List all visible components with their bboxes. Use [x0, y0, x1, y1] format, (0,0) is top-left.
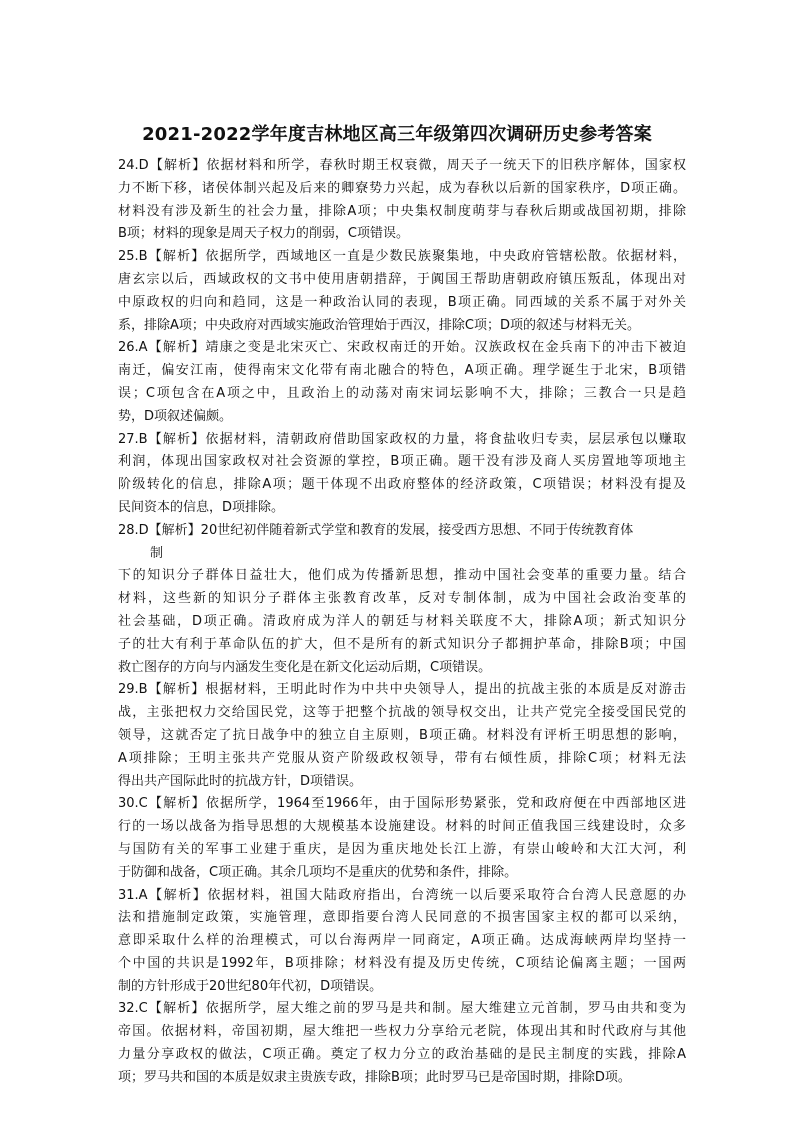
answer-line: 与国防有关的军事工业建于重庆，是因为重庆地处长江上游，有崇山峻岭和大江大河，利	[118, 841, 686, 857]
answer-line: A项排除；王明主张共产党服从资产阶级政权领导，带有右倾性质，排除C项；材料无法	[118, 750, 686, 766]
answer-line: 救亡图存的方向与内涵发生变化是在新文化运动后期，C项错误。	[118, 659, 492, 675]
answer-line: 下的知识分子群体日益壮大，他们成为传播新思想，推动中国社会变革的重要力量。结合	[118, 568, 686, 584]
answer-line: 24.D【解析】依据材料和所学，春秋时期王权衰微，周天子一统天下的旧秩序解体，国家权	[118, 158, 686, 173]
answer-line: B项；材料的现象是周天子权力的削弱，C项错误。	[118, 226, 409, 242]
answer-line: 阶级转化的信息，排除A项；题干体现不出政府整体的经济政策，C项错误；材料没有提及	[118, 477, 686, 493]
answer-line: 得出共产国际此时的抗战方针，D项错误。	[118, 773, 363, 789]
answer-line: 材料，这些新的知识分子群体主张教育改革，反对专制体制，成为中国社会政治变革的	[118, 591, 686, 607]
answer-line: 29.B【解析】根据材料，王明此时作为中共中央领导人，提出的抗战主张的本质是反对游击	[118, 682, 686, 698]
answer-paragraph	[118, 998, 686, 1089]
answer-line: 意即采取什么样的治理模式，可以台海两岸一同商定，A项正确。达成海峡两岸均坚持一	[118, 933, 686, 949]
answer-paragraph	[118, 429, 686, 520]
answer-line: 26.A【解析】靖康之变是北宋灭亡、宋政权南迁的开始。汉族政权在金兵南下的冲击下被迫	[118, 340, 686, 356]
answer-line: 社会基础，D项正确。清政府成为洋人的朝廷与材料关联度不大，排除A项；新式知识分	[118, 613, 686, 629]
answer-line: 南迁，偏安江南，使得南宋文化带有南北融合的特色，A项正确。理学诞生于北宋，B项错	[118, 363, 686, 379]
answer-line: 个中国的共识是1992年，B项排除；材料没有提及历史传统，C项结论偏离主题；一国两	[118, 955, 686, 971]
answer-paragraph	[118, 246, 686, 337]
answer-paragraph	[118, 793, 686, 884]
answer-line: 领导，这就否定了抗日战争中的独立自主原则，B项正确。材料没有评析王明思想的影响，	[118, 727, 686, 743]
answer-content	[118, 155, 686, 1090]
answer-line: 项；罗马共和国的本质是奴隶主贵族专政，排除B项；此时罗马已是帝国时期，排除D项。	[118, 1069, 631, 1085]
answer-paragraph	[118, 155, 686, 246]
answer-line: 制	[150, 545, 164, 561]
answer-line: 系，排除A项；中央政府对西域实施政治管理始于西汉，排除C项；D项的叙述与材料无关。	[118, 317, 640, 333]
answer-line: 28.D【解析】20世纪初伴随着新式学堂和教育的发展，接受西方思想、不同于传统教育体	[118, 522, 634, 538]
answer-line: 制的方针形成于20世纪80年代初，D项错误。	[118, 978, 383, 994]
answer-paragraph	[118, 520, 686, 680]
answer-line: 30.C【解析】依据所学，1964至1966年，由于国际形势紧张，党和政府便在中西部地区进	[118, 796, 686, 812]
answer-paragraph	[118, 885, 686, 999]
answer-line: 27.B【解析】依据材料，清朝政府借助国家政权的力量，将食盐收归专卖，层层承包以赚取	[118, 431, 686, 447]
answer-line: 误；C项包含在A项之中，且政治上的动荡对南宋词坛影响不大，排除；三教合一只是趋	[118, 385, 686, 401]
answer-line: 于防御和战备，C项正确。其余几项均不是重庆的优势和条件，排除。	[118, 864, 518, 880]
answer-line: 力量分享政权的做法，C项正确。奠定了权力分立的政治基础的是民主制度的实践，排除A	[118, 1047, 686, 1063]
answer-line: 帝国。依据材料，帝国初期，屋大维把一些权力分享给元老院，体现出其和时代政府与其他	[118, 1024, 686, 1040]
answer-line: 材料没有涉及新生的社会力量，排除A项；中央集权制度萌芽与春秋后期或战国初期，排除	[118, 203, 686, 219]
answer-line: 中原政权的归向和趋同，这是一种政治认同的表现，B项正确。同西域的关系不属于对外关	[118, 294, 686, 310]
answer-line: 利润，体现出国家政权对社会资源的掌控，B项正确。题干没有涉及商人买房置地等项地主	[118, 454, 686, 470]
answer-line: 32.C【解析】依据所学，屋大维之前的罗马是共和制。屋大维建立元首制，罗马由共和变为	[118, 1001, 686, 1017]
answer-line: 法和措施制定政策，实施管理，意即指要台湾人民同意的不损害国家主权的都可以采纳，	[118, 910, 686, 926]
answer-paragraph	[118, 337, 686, 428]
answer-line: 25.B【解析】依据所学，西域地区一直是少数民族聚集地，中央政府管辖松散。依据材料，	[118, 249, 686, 265]
answer-line: 子的壮大有利于革命队伍的扩大，但不是所有的新式知识分子都拥护革命，排除B项；中国	[118, 636, 686, 652]
page-title: 2021-2022学年度吉林地区高三年级第四次调研历史参考答案	[142, 124, 652, 145]
answer-line: 行的一场以战备为指导思想的大规模基本设施建设。材料的时间正值我国三线建设时，众多	[118, 819, 686, 835]
answer-paragraph	[118, 679, 686, 793]
answer-line: 民间资本的信息，D项排除。	[118, 499, 285, 515]
answer-line: 势，D项叙述偏颇。	[118, 408, 233, 424]
answer-line: 战，主张把权力交给国民党，这等于把整个抗战的领导权交出，让共产党完全接受国民党的	[118, 705, 686, 721]
answer-line: 31.A【解析】依据材料，祖国大陆政府指出，台湾统一以后要采取符合台湾人民意愿的办	[118, 887, 686, 903]
answer-line: 唐玄宗以后，西域政权的文书中使用唐朝措辞，于阗国王帮助唐朝政府镇压叛乱，体现出对	[118, 271, 686, 287]
answer-line: 力不断下移，诸侯体制兴起及后来的卿寮势力兴起，成为春秋以后新的国家秩序，D项正确。	[118, 180, 686, 196]
